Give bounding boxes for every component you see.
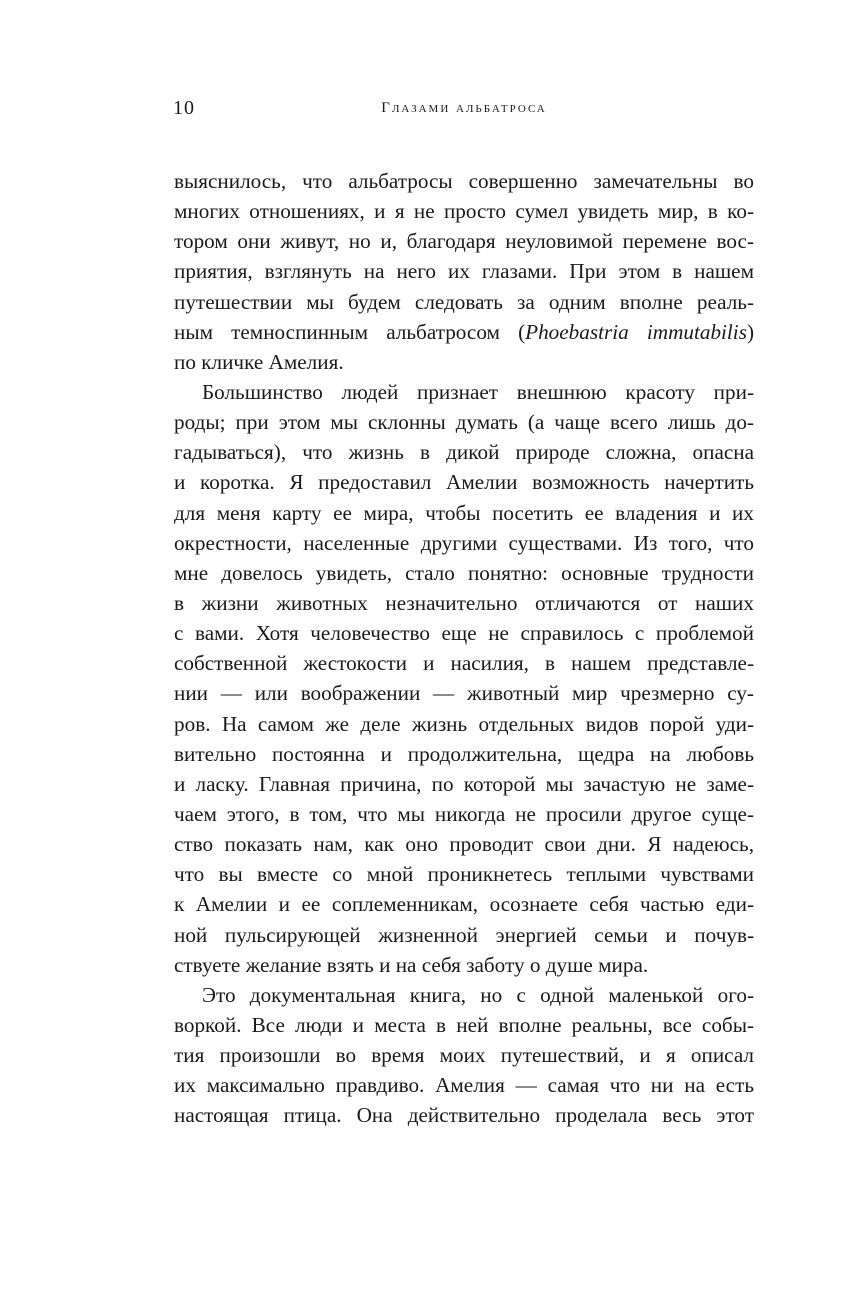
text-line: ров. На самом же деле жизнь отдельных видов порой уди- (174, 711, 754, 736)
text-line: к Амелии и ее соплеменникам, осознаете себя частью еди- (174, 892, 754, 917)
text-line: по кличке Амелия. (174, 349, 344, 374)
text-fragment: ) (746, 319, 754, 344)
text-line: для меня карту ее мира, чтобы посетить ее владения и их (174, 500, 754, 525)
text-line: вительно постоянна и продолжительна, щедра на любовь (174, 741, 754, 766)
text-line: окрестности, населенные другими существами. Из того, что (174, 530, 754, 555)
paragraph-3 (174, 980, 754, 1131)
text-line: тия произошли во время моих путешествий, и я описал (174, 1043, 754, 1068)
text-line: и коротка. Я предоставил Амелии возможность начертить (174, 470, 754, 495)
body-text (174, 166, 754, 1131)
text-line: приятия, взглянуть на него их глазами. При этом в нашем (174, 259, 754, 284)
text-line: собственной жестокости и насилия, в нашем представле- (174, 651, 754, 676)
text-line: настоящая птица. Она действительно проделала весь этот (174, 1103, 754, 1128)
text-line: мне довелось увидеть, стало понятно: основные трудности (174, 560, 754, 585)
text-line: многих отношениях, и я не просто сумел увидеть мир, в ко- (174, 199, 754, 224)
text-line: тором они живут, но и, благодаря неуловимой перемене вос- (174, 229, 754, 254)
text-line: с вами. Хотя человечество еще не справилось с проблемой (174, 621, 754, 646)
text-line: ной пульсирующей жизненной энергией семьи и почув- (174, 922, 754, 947)
text-line: их максимально правдиво. Амелия — самая что ни на есть (174, 1073, 754, 1098)
text-line (174, 317, 754, 347)
text-line: роды; при этом мы склонны думать (а чаще всего лишь до- (174, 410, 754, 435)
text-line: Это документальная книга, но с одной маленькой ого- (202, 982, 754, 1007)
text-line: гадываться), что жизнь в дикой природе сложна, опасна (174, 440, 754, 465)
text-line: в жизни животных незначительно отличаются от наших (174, 590, 754, 615)
species-name: Phoebastria immutabilis (525, 319, 747, 344)
text-line: что вы вместе со мной проникнетесь теплыми чувствами (174, 862, 754, 887)
text-fragment: ным темноспинным альбатросом ( (174, 319, 526, 344)
running-head: Глазами альбатроса (381, 100, 547, 116)
text-line: ство показать нам, как оно проводит свои дни. Я надеюсь, (174, 832, 754, 857)
text-line: чаем этого, в том, что мы никогда не просили другое суще- (174, 801, 754, 826)
text-line: Большинство людей признает внешнюю красоту при- (202, 379, 754, 404)
text-line: выяснилось, что альбатросы совершенно замечательны во (174, 169, 754, 193)
page-number: 10 (173, 97, 195, 119)
text-line: воркой. Все люди и места в ней вполне реальны, все собы- (174, 1012, 754, 1037)
paragraph-2 (174, 377, 754, 980)
text-line: нии — или воображении — животный мир чрезмерно су- (174, 681, 754, 706)
text-line: путешествии мы будем следовать за одним вполне реаль- (174, 289, 754, 314)
paragraph-1 (174, 166, 754, 377)
text-line: ствуете желание взять и на себя заботу о душе мира. (174, 952, 649, 977)
text-line: и ласку. Главная причина, по которой мы зачастую не заме- (174, 771, 754, 796)
